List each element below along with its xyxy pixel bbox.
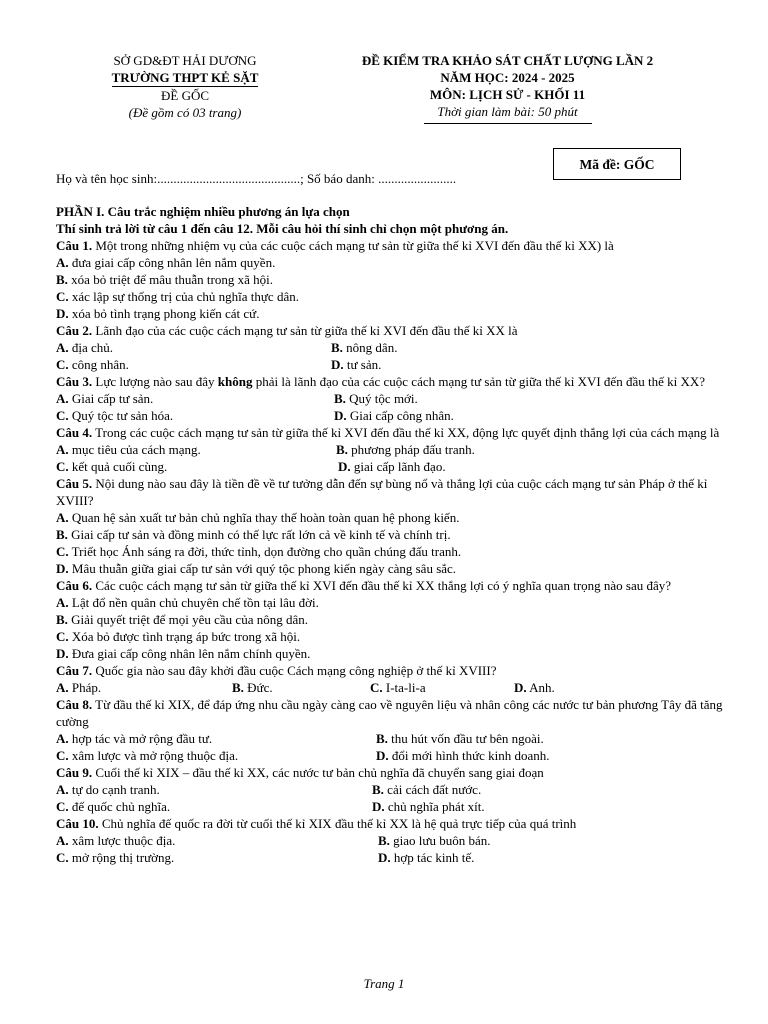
header-right <box>320 52 695 124</box>
options-row <box>56 441 736 458</box>
question-1: Câu 1. Một trong những nhiệm vụ của các cuộc cách mạng tư sản từ giữa thế kỉ XVI đến đầu thế kỉ XX) là <box>56 238 614 253</box>
option-a: A. mục tiêu của cách mạng. <box>56 442 201 457</box>
option-b: B. Đức. <box>232 680 273 695</box>
option-a: A. Pháp. <box>56 680 102 695</box>
options-row <box>56 679 736 696</box>
page-number: Trang 1 <box>363 976 405 991</box>
time-limit: Thời gian làm bài: 50 phút <box>437 104 578 119</box>
options-row <box>56 730 736 747</box>
part-instruction: Thí sinh trả lời từ câu 1 đến câu 12. Mỗi câu hỏi thí sinh chỉ chọn một phương án. <box>56 221 509 236</box>
option-c: C. Quý tộc tư sản hóa. <box>56 408 174 423</box>
option-a: A. Lật đổ nền quân chủ chuyên chế tồn tại lâu đời. <box>56 595 319 610</box>
pages-note: (Đề gồm có 03 trang) <box>128 105 242 120</box>
option-d: D. đổi mới hình thức kinh doanh. <box>376 748 550 763</box>
options-row <box>56 458 736 475</box>
option-c: C. kết quả cuối cùng. <box>56 459 168 474</box>
option-d: D. Anh. <box>514 680 555 695</box>
option-b: B. nông dân. <box>331 340 398 355</box>
option-d: D. hợp tác kinh tế. <box>378 850 475 865</box>
department-name: SỞ GD&ĐT HẢI DƯƠNG <box>113 53 257 68</box>
exam-code-box: Mã đề: GỐC <box>553 148 681 180</box>
option-c: C. công nhân. <box>56 357 129 372</box>
option-b: B. thu hút vốn đầu tư bên ngoài. <box>376 731 544 746</box>
option-b: B. cải cách đất nước. <box>372 782 482 797</box>
header-left <box>90 52 280 121</box>
option-a: A. tự do cạnh tranh. <box>56 782 160 797</box>
options-row <box>56 747 736 764</box>
option-a: A. xâm lược thuộc địa. <box>56 833 176 848</box>
question-8: Câu 8. Từ đầu thế kỉ XIX, để đáp ứng nhu cầu ngày càng cao về nguyên liệu và nhân công các nước tư bản phương Tây đã tăng cường <box>56 697 723 729</box>
question-5: Câu 5. Nội dung nào sau đây là tiền đề về tư tưởng dẫn đến sự bùng nổ và thắng lợi của cuộc cách mạng tư sản Pháp ở thế kỉ XVIII? <box>56 476 708 508</box>
option-d: D. tư sản. <box>331 357 382 372</box>
question-9: Câu 9. Cuối thế kỉ XIX – đầu thế kỉ XX, các nước tư bản chủ nghĩa đã chuyển sang giai đoạn <box>56 765 544 780</box>
option-d: D. Giai cấp công nhân. <box>334 408 454 423</box>
options-row <box>56 781 736 798</box>
option-b: B. Quý tộc mới. <box>334 391 418 406</box>
option-c: C. đế quốc chủ nghĩa. <box>56 799 171 814</box>
header-rule <box>424 123 592 124</box>
option-c: C. Triết học Ánh sáng ra đời, thức tỉnh, dọn đường cho quần chúng đấu tranh. <box>56 544 462 559</box>
option-d: D. Mâu thuẫn giữa giai cấp tư sản với quý tộc phong kiến ngày càng sâu sắc. <box>56 561 457 576</box>
options-row <box>56 339 736 356</box>
options-row <box>56 849 736 866</box>
question-6: Câu 6. Các cuộc cách mạng tư sản từ giữa thế kỉ XVI đến đầu thế kỉ XX thắng lợi có ý nghĩa quan trọng nào sau đây? <box>56 578 672 593</box>
question-2: Câu 2. Lãnh đạo của các cuộc cách mạng tư sản từ giữa thế kỉ XVI đến đầu thế kỉ XX là <box>56 323 518 338</box>
question-10: Câu 10. Chủ nghĩa đế quốc ra đời từ cuối thế kỉ XIX đầu thế kỉ XX là hệ quả trực tiếp của quá trình <box>56 816 577 831</box>
option-c: C. xâm lược và mở rộng thuộc địa. <box>56 748 239 763</box>
option-a: A. địa chủ. <box>56 340 114 355</box>
exam-title: ĐỀ KIỂM TRA KHẢO SÁT CHẤT LƯỢNG LẦN 2 <box>361 53 654 68</box>
part-title: PHẦN I. Câu trắc nghiệm nhiều phương án lựa chọn <box>56 204 350 219</box>
option-b: B. Giai cấp tư sản và đồng minh có thế lực rất lớn cả về kinh tế và chính trị. <box>56 527 451 542</box>
option-c: C. xác lập sự thống trị của chủ nghĩa thực dân. <box>56 289 299 304</box>
options-row <box>56 390 736 407</box>
options-row <box>56 356 736 373</box>
option-d: D. giai cấp lãnh đạo. <box>338 459 446 474</box>
student-info-line: Họ và tên học sinh:............................................; Số báo danh: ........................ <box>56 171 457 186</box>
options-row <box>56 407 736 424</box>
option-c: C. Xóa bỏ được tình trạng áp bức trong xã hội. <box>56 629 301 644</box>
option-c: C. I-ta-li-a <box>370 680 426 695</box>
options-row <box>56 798 736 815</box>
option-b: B. giao lưu buôn bán. <box>378 833 491 848</box>
subject: MÔN: LỊCH SỬ - KHỐI 11 <box>429 87 586 102</box>
option-a: A. hợp tác và mở rộng đầu tư. <box>56 731 213 746</box>
option-d: D. Đưa giai cấp công nhân lên nắm chính quyền. <box>56 646 311 661</box>
question-7: Câu 7. Quốc gia nào sau đây khởi đầu cuộc Cách mạng công nghiệp ở thế kỉ XVIII? <box>56 663 497 678</box>
option-c: C. mở rộng thị trường. <box>56 850 175 865</box>
option-b: B. phương pháp đấu tranh. <box>336 442 475 457</box>
exam-body <box>56 203 736 866</box>
option-d: D. xóa bỏ tình trạng phong kiến cát cứ. <box>56 306 260 321</box>
option-b: B. xóa bỏ triệt để mâu thuẫn trong xã hội. <box>56 272 273 287</box>
exam-type: ĐỀ GỐC <box>160 88 210 103</box>
question-3: Câu 3. Lực lượng nào sau đây không phải là lãnh đạo của các cuộc cách mạng tư sản từ giữa thế kỉ XVI đến đầu thế kỉ XX? <box>56 374 705 389</box>
question-4: Câu 4. Trong các cuộc cách mạng tư sản từ giữa thế kỉ XVI đến đầu thế kỉ XX, động lực quyết định thắng lợi của cách mạng là <box>56 425 720 440</box>
option-a: A. đưa giai cấp công nhân lên nắm quyền. <box>56 255 276 270</box>
option-a: A. Quan hệ sản xuất tư bản chủ nghĩa thay thế hoàn toàn quan hệ phong kiến. <box>56 510 460 525</box>
option-d: D. chủ nghĩa phát xít. <box>372 799 485 814</box>
option-b: B. Giải quyết triệt để mọi yêu cầu của nông dân. <box>56 612 308 627</box>
options-row <box>56 832 736 849</box>
school-year: NĂM HỌC: 2024 - 2025 <box>440 70 575 85</box>
school-name: TRƯỜNG THPT KẺ SẶT <box>111 70 259 85</box>
option-a: A. Giai cấp tư sản. <box>56 391 154 406</box>
